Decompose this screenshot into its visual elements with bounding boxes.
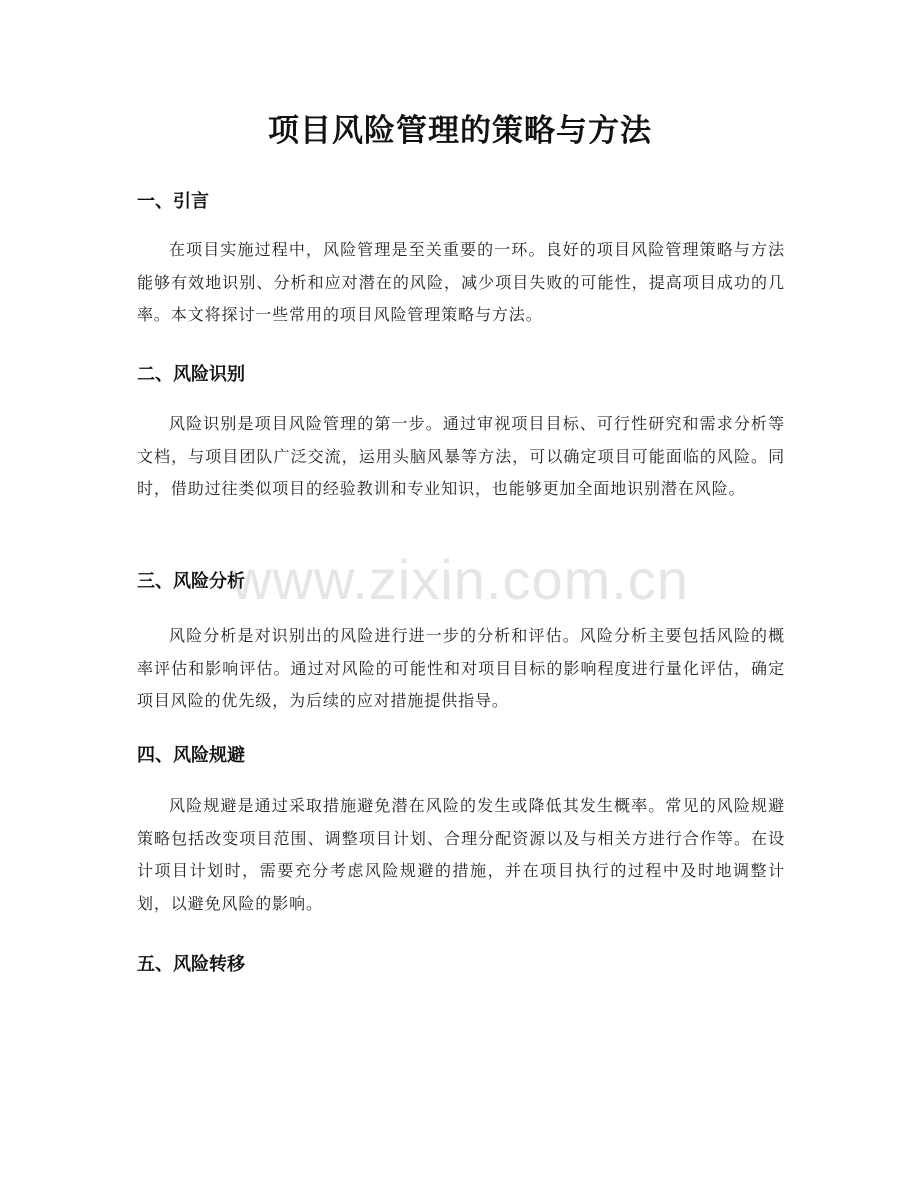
section-paragraph-risk-analysis: 风险分析是对识别出的风险进行进一步的分析和评估。风险分析主要包括风险的概率评估和影响评估。通过对风险的可能性和对项目目标的影响程度进行量化评估，确定项目风险的优先级，为后续的应对措施提供指导。 bbox=[137, 626, 785, 710]
watermark: www.zixin.com.cn bbox=[231, 548, 689, 611]
section-heading-risk-analysis: 三、风险分析 bbox=[137, 571, 245, 592]
section-paragraph-introduction: 在项目实施过程中，风险管理是至关重要的一环。良好的项目风险管理策略与方法能够有效地识别、分析和应对潜在的风险，减少项目失败的可能性，提高项目成功的几率。本文将探讨一些常用的项目风险管理策略与方法。 bbox=[137, 240, 785, 324]
section-paragraph-risk-identification: 风险识别是项目风险管理的第一步。通过审视项目目标、可行性研究和需求分析等文档，与项目团队广泛交流，运用头脑风暴等方法，可以确定项目可能面临的风险。同时，借助过往类似项目的经验教训和专业知识，也能够更加全面地识别潜在风险。 bbox=[137, 414, 785, 498]
section-heading-risk-identification: 二、风险识别 bbox=[137, 364, 245, 385]
section-heading-introduction: 一、引言 bbox=[137, 191, 209, 212]
section-heading-risk-transfer: 五、风险转移 bbox=[137, 954, 245, 975]
section-heading-risk-avoidance: 四、风险规避 bbox=[137, 745, 245, 766]
document-title: 项目风险管理的策略与方法 bbox=[268, 113, 652, 149]
section-paragraph-risk-avoidance: 风险规避是通过采取措施避免潜在风险的发生或降低其发生概率。常见的风险规避策略包括改变项目范围、调整项目计划、合理分配资源以及与相关方进行合作等。在设计项目计划时，需要充分考虑风险规避的措施，并在项目执行的过程中及时地调整计划，以避免风险的影响。 bbox=[137, 796, 785, 913]
